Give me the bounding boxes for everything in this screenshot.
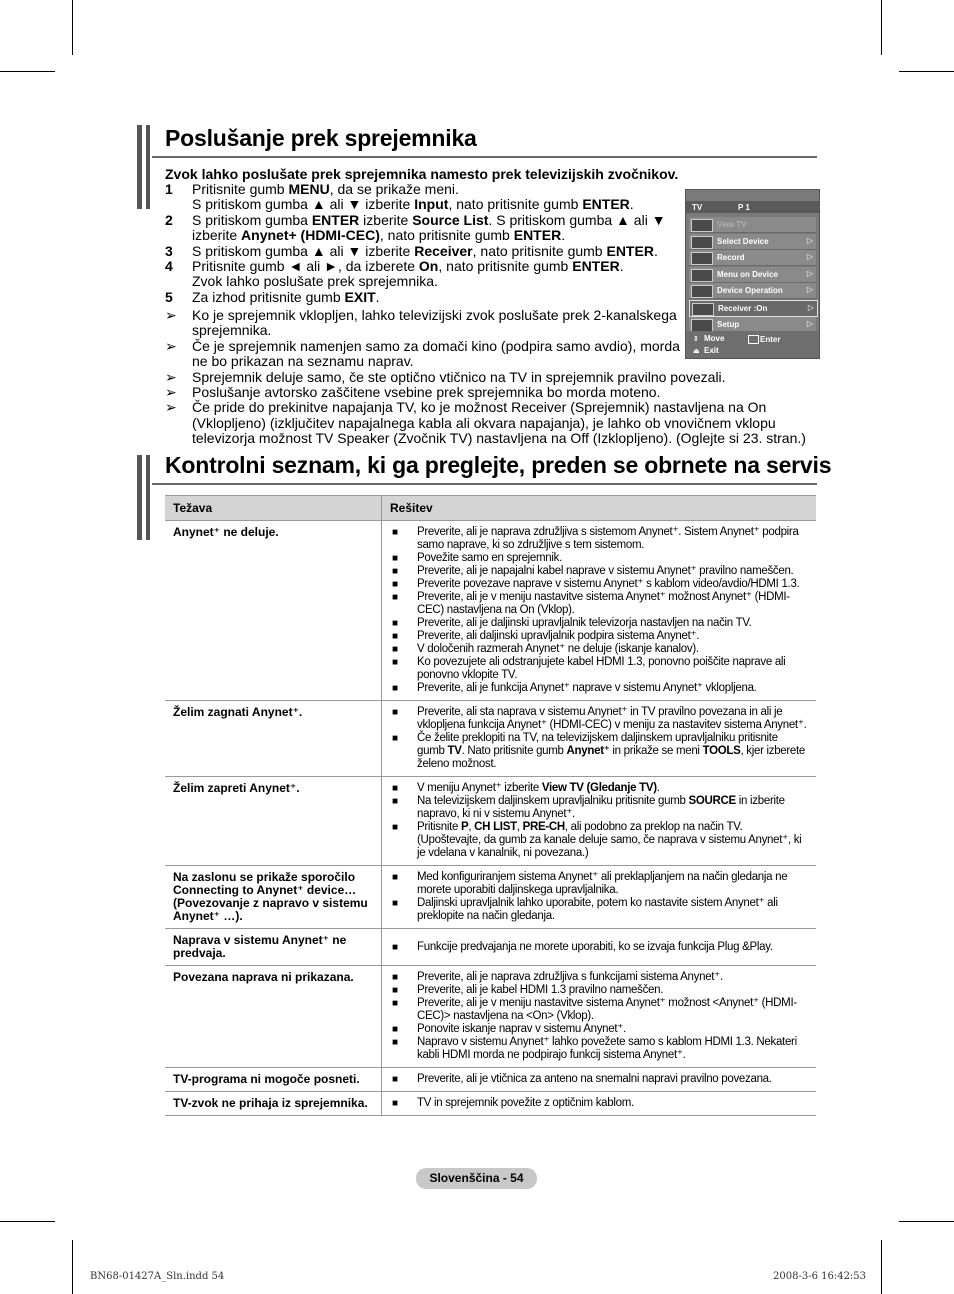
- step-item: 2 S pritiskom gumba ENTER izberite Source List. S pritiskom gumba ▲ ali ▼ izberite Anynet+ (HDMI-CEC), nato pritisnite gumb ENTER.: [165, 211, 666, 244]
- note-item: ➢ Če je sprejemnik namenjen samo za domači kino (podpira samo avdio), morda ne bo prikazan na seznamu naprav.: [165, 337, 680, 370]
- table-row: [165, 929, 816, 966]
- problem-cell: Povezana naprava ni prikazana.: [165, 966, 382, 1068]
- anynet-osd-menu: [685, 189, 820, 359]
- tv-icon: [691, 219, 713, 232]
- section-title: Poslušanje prek sprejemnika: [165, 125, 477, 151]
- osd-top-bar: [686, 190, 819, 200]
- solution-item: ■ Preverite, ali je v meniju nastavitve sistema Anynet⁺ možnost <Anynet⁺ (HDMI-CEC)> nastavljena na <On> (Vklop).: [390, 997, 808, 1023]
- step-item: 1 Pritisnite gumb MENU, da se prikaže meni. S pritiskom gumba ▲ ali ▼ izberite Input, nato pritisnite gumb ENTER.: [165, 181, 634, 213]
- menu-icon: [691, 269, 713, 282]
- osd-move-label: Move: [704, 334, 725, 343]
- receiver-icon: [692, 303, 714, 316]
- crop-mark: [881, 0, 882, 55]
- solution-item: ■ Preverite, ali daljinski upravljalnik podpira sistema Anynet⁺.: [390, 630, 808, 643]
- title-rule: [152, 483, 817, 485]
- note-item: ➢ Poslušanje avtorsko zaščitene vsebine prek sprejemnika bo morda moteno.: [165, 384, 661, 401]
- osd-header-tv: TV: [692, 203, 703, 212]
- solution-cell: [382, 701, 817, 777]
- solution-item: ■ V meniju Anynet⁺ izberite View TV (Gledanje TV).: [390, 782, 808, 795]
- osd-menu-item: [689, 217, 816, 233]
- setup-icon: [691, 319, 713, 332]
- note-item: ➢ Če pride do prekinitve napajanja TV, ko je možnost Receiver (Sprejemnik) nastavljena na On (Vklopljeno) (izključitev napajalnega kabla ali okvara napajanja), je lahko ob vnovičnem vklopu televizorja možnost TV Speaker (Zvočnik TV) nastavljena na Off (Izklopljeno). (Oglejte si 23. stran.): [165, 399, 806, 447]
- osd-item-label: Record: [717, 253, 745, 263]
- solution-item: ■ Preverite, ali je napajalni kabel naprave v sistemu Anynet⁺ pravilno nameščen.: [390, 565, 808, 578]
- arrow-note-icon: ➢: [165, 399, 177, 416]
- problem-cell: Na zaslonu se prikaže sporočilo Connecting to Anynet⁺ device… (Povezovanje z napravo v sistemu Anynet⁺ …).: [165, 866, 382, 929]
- table-row: [165, 777, 816, 866]
- solution-cell: [382, 777, 817, 866]
- section-marker: [137, 125, 152, 209]
- osd-enter-label: Enter: [760, 335, 781, 344]
- move-icon: ⇕: [693, 336, 699, 343]
- exit-icon: ⏏: [693, 348, 700, 355]
- solution-item: ■ Med konfiguriranjem sistema Anynet⁺ ali preklapljanjem na način gledanja ne morete uporabiti daljinskega upravljalnika.: [390, 871, 808, 897]
- chevron-right-icon: ▷: [806, 318, 813, 328]
- osd-footer: [686, 331, 819, 358]
- table-row: [165, 1068, 816, 1092]
- osd-item-label: View TV: [717, 220, 747, 229]
- title-rule: [152, 156, 817, 158]
- solution-item: ■ Ko povezujete ali odstranjujete kabel HDMI 1.3, ponovno poiščite naprave ali ponovno vklopite TV.: [390, 656, 808, 682]
- intro-text: Zvok lahko poslušate prek sprejemnika namesto prek televizijskih zvočnikov.: [165, 166, 679, 182]
- arrow-note-icon: ➢: [165, 337, 177, 354]
- arrow-note-icon: ➢: [165, 307, 177, 323]
- solution-cell: [382, 1068, 817, 1092]
- problem-cell: Želim zagnati Anynet⁺.: [165, 701, 382, 777]
- crop-mark: [72, 0, 73, 55]
- solution-item: ■ Ponovite iskanje naprav v sistemu Anynet⁺.: [390, 1023, 808, 1036]
- solution-item: ■ Daljinski upravljalnik lahko uporabite, potem ko nastavite sistem Anynet⁺ ali preklopite na način gledanja.: [390, 897, 808, 923]
- solution-item: ■ Preverite, ali je naprava združljiva s funkcijami sistema Anynet⁺.: [390, 971, 808, 984]
- arrow-note-icon: ➢: [165, 384, 177, 401]
- solution-item: ■ Napravo v sistemu Anynet⁺ lahko povežete samo s kablom HDMI 1.3. Nekateri kabli HDMI morda ne podpirajo funkcij sistema Anynet⁺.: [390, 1036, 808, 1062]
- solution-cell: [382, 521, 817, 701]
- step-number: 2: [165, 211, 173, 228]
- problem-cell: Želim zapreti Anynet⁺.: [165, 777, 382, 866]
- solution-item: ■ Preverite povezave naprave v sistemu Anynet⁺ s kablom video/avdio/HDMI 1.3.: [390, 578, 808, 591]
- problem-cell: Naprava v sistemu Anynet⁺ ne predvaja.: [165, 929, 382, 966]
- section-marker: [137, 455, 152, 540]
- osd-menu-item: [689, 283, 816, 299]
- solution-item: ■ Preverite, ali je funkcija Anynet⁺ naprave v sistemu Anynet⁺ vklopljena.: [390, 682, 808, 695]
- step-item: 5 Za izhod pritisnite gumb EXIT.: [165, 288, 380, 305]
- solution-item: ■ Povežite samo en sprejemnik.: [390, 552, 808, 565]
- crop-mark: [899, 1221, 954, 1222]
- solution-item: ■ Preverite, ali je v meniju nastavitve sistema Anynet⁺ možnost Anynet⁺ (HDMI-CEC) nastavljena na On (Vklop).: [390, 591, 808, 617]
- chevron-right-icon: ▷: [807, 303, 814, 312]
- problem-cell: TV-programa ni mogoče posneti.: [165, 1068, 382, 1092]
- chevron-right-icon: ▷: [806, 252, 813, 262]
- osd-menu-item: [689, 267, 816, 283]
- table-header-row: [165, 496, 816, 521]
- operation-icon: [691, 285, 713, 298]
- device-icon: [691, 236, 713, 249]
- osd-item-label: Receiver :On: [718, 304, 768, 313]
- print-date-info: 2008-3-6 16:42:53: [773, 1271, 867, 1282]
- solution-item: ■ Pritisnite P, CH LIST, PRE-CH, ali podobno za preklop na način TV. (Upoštevajte, da gumb za kanale deluje samo, če naprava v sistemu Anynet⁺, ki je vdelana v kanalnik, ni povezana.): [390, 821, 808, 860]
- crop-mark: [881, 1240, 882, 1294]
- steps-list: [165, 182, 685, 305]
- solution-item: ■ Preverite, ali je kabel HDMI 1.3 pravilno nameščen.: [390, 984, 808, 997]
- osd-item-label: Select Device: [717, 236, 769, 246]
- step-number: 5: [165, 288, 173, 305]
- section-title: Kontrolni seznam, ki ga preglejte, preden se obrnete na servis: [165, 452, 832, 478]
- solution-item: ■ TV in sprejemnik povežite z optičnim kablom.: [390, 1097, 808, 1110]
- record-icon: [691, 252, 713, 265]
- note-item: ➢ Ko je sprejemnik vklopljen, lahko televizijski zvok poslušate prek 2-kanalskega sprejemnika.: [165, 307, 677, 339]
- print-file-info: BN68-01427A_Sln.indd 54: [90, 1271, 225, 1282]
- table-row: [165, 866, 816, 929]
- column-header-problem: Težava: [165, 496, 382, 521]
- osd-item-label: Setup: [717, 319, 740, 329]
- page-number-badge: Slovenščina - 54: [416, 1168, 537, 1189]
- arrow-note-icon: ➢: [165, 368, 177, 385]
- troubleshooting-table: [165, 495, 816, 1116]
- enter-icon: [748, 335, 759, 344]
- chevron-right-icon: ▷: [806, 268, 813, 278]
- step-number: 3: [165, 242, 173, 259]
- solution-item: ■ Če želite preklopiti na TV, na televizijskem daljinskem upravljalniku pritisnite gumb TV. Nato pritisnite gumb Anynet⁺ in prikaže se meni TOOLS, kjer izberete želeno možnost.: [390, 732, 808, 771]
- solution-item: ■ Preverite, ali sta naprava v sistemu Anynet⁺ in TV pravilno povezana in ali je vklopljena funkcija Anynet⁺ (HDMI-CEC) v meniju za nastavitev sistema Anynet⁺.: [390, 706, 808, 732]
- solution-cell: [382, 1092, 817, 1116]
- solution-item: ■ Preverite, ali je naprava združljiva s sistemom Anynet⁺. Sistem Anynet⁺ podpira samo naprave, ki so združljive s tem sistemom.: [390, 526, 808, 552]
- solution-cell: [382, 866, 817, 929]
- osd-menu-item: [689, 234, 816, 250]
- osd-exit-label: Exit: [704, 346, 719, 355]
- solution-item: ■ V določenih razmerah Anynet⁺ ne deluje (iskanje kanalov).: [390, 643, 808, 656]
- table-row: [165, 966, 816, 1068]
- crop-mark: [0, 1221, 55, 1222]
- osd-item-label: Device Operation: [717, 286, 783, 296]
- chevron-right-icon: ▷: [806, 285, 813, 295]
- solution-item: ■ Preverite, ali je daljinski upravljalnik televizorja nastavljen na način TV.: [390, 617, 808, 630]
- problem-cell: Anynet⁺ ne deluje.: [165, 521, 382, 701]
- osd-header: [686, 201, 819, 213]
- solution-item: ■ Preverite, ali je vtičnica za anteno na snemalni napravi pravilno povezana.: [390, 1073, 808, 1086]
- problem-cell: TV-zvok ne prihaja iz sprejemnika.: [165, 1092, 382, 1116]
- osd-menu-item: [689, 250, 816, 266]
- solution-item: ■ Na televizijskem daljinskem upravljalniku pritisnite gumb SOURCE in izberite napravo, ki ni v sistemu Anynet⁺.: [390, 795, 808, 821]
- column-header-solution: Rešitev: [382, 496, 817, 521]
- solution-cell: [382, 966, 817, 1068]
- crop-mark: [72, 1240, 73, 1294]
- table-row: [165, 521, 816, 701]
- osd-header-channel: P 1: [738, 203, 750, 212]
- step-number: 4: [165, 258, 173, 275]
- osd-menu-item: [689, 300, 818, 317]
- step-item: 3 S pritiskom gumba ▲ ali ▼ izberite Receiver, nato pritisnite gumb ENTER.: [165, 242, 658, 259]
- table-row: [165, 701, 816, 777]
- solution-item: ■ Funkcije predvajanja ne morete uporabiti, ko se izvaja funkcija Plug &Play.: [390, 941, 808, 954]
- crop-mark: [899, 71, 954, 72]
- step-number: 1: [165, 181, 173, 197]
- osd-item-label: Menu on Device: [717, 269, 778, 279]
- crop-mark: [0, 71, 55, 72]
- table-row: [165, 1092, 816, 1116]
- note-item: ➢ Sprejemnik deluje samo, če ste optično vtičnico na TV in sprejemnik pravilno povezali.: [165, 368, 726, 385]
- chevron-right-icon: ▷: [806, 235, 813, 245]
- step-item: 4 Pritisnite gumb ◄ ali ►, da izberete On, nato pritisnite gumb ENTER. Zvok lahko poslušate prek sprejemnika.: [165, 258, 624, 290]
- solution-cell: [382, 929, 817, 966]
